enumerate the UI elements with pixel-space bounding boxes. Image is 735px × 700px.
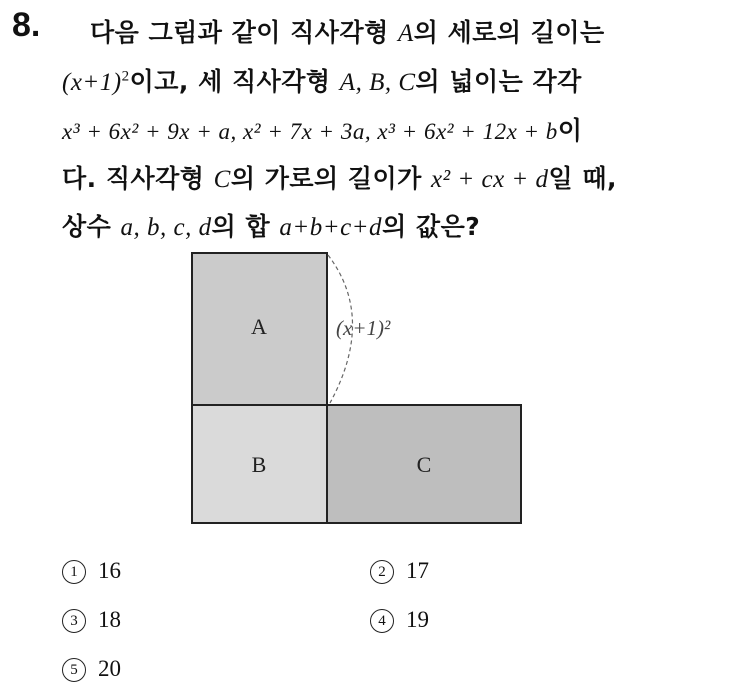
q-line4-expr: x² + cx + d [431, 166, 549, 193]
question-number: 8. [12, 6, 41, 44]
q-line4-head: 다. 직사각형 [62, 164, 214, 193]
q-line2-tail: 의 넓이는 각각 [415, 67, 582, 96]
choice-5-value: 20 [98, 656, 121, 681]
q-line4-mid: 의 가로의 길이가 [230, 164, 432, 193]
choice-2-mark: 2 [370, 560, 394, 584]
q-line5-head: 상수 [62, 212, 121, 241]
q-line3-tail: 이 [557, 116, 583, 145]
choice-4[interactable] [370, 607, 429, 633]
q-line5-tail: 의 값은? [382, 212, 481, 241]
label-a: A [251, 314, 267, 339]
choice-3[interactable] [62, 607, 121, 633]
q-line3-expr: x³ + 6x² + 9x + a, x² + 7x + 3a, x³ + 6x² + 12x + b [62, 119, 558, 144]
choice-1-value: 16 [98, 558, 121, 583]
choice-3-mark: 3 [62, 609, 86, 633]
label-c: C [416, 452, 432, 477]
choice-1-mark: 1 [62, 560, 86, 584]
choice-2-value: 17 [406, 558, 429, 583]
label-b: B [251, 452, 267, 477]
height-label: (x+1)² [336, 316, 391, 340]
q-line1-text: 다음 그림과 같이 직사각형 [90, 18, 398, 47]
choice-5-mark: 5 [62, 658, 86, 682]
choice-5[interactable] [62, 656, 121, 682]
choice-3-value: 18 [98, 607, 121, 632]
q-line2-exp: 2 [121, 68, 130, 85]
q-line2-vars: A, B, C [339, 69, 416, 96]
q-line4-var: C [213, 166, 231, 193]
q-line4-tail: 일 때, [548, 164, 618, 193]
q-line1-tail: 의 세로의 길이는 [413, 18, 605, 47]
choice-4-mark: 4 [370, 609, 394, 633]
q-line2-expr: (x+1) [62, 69, 122, 96]
choice-1[interactable] [62, 558, 121, 584]
choice-2[interactable] [370, 558, 429, 584]
q-line5-vars: a, b, c, d [120, 214, 212, 241]
choice-4-value: 19 [406, 607, 429, 632]
q-line1-var: A [397, 20, 414, 47]
q-line2-text: 이고, 세 직사각형 [129, 67, 340, 96]
q-line5-expr: a+b+c+d [279, 214, 383, 241]
q-line5-mid: 의 합 [211, 212, 280, 241]
